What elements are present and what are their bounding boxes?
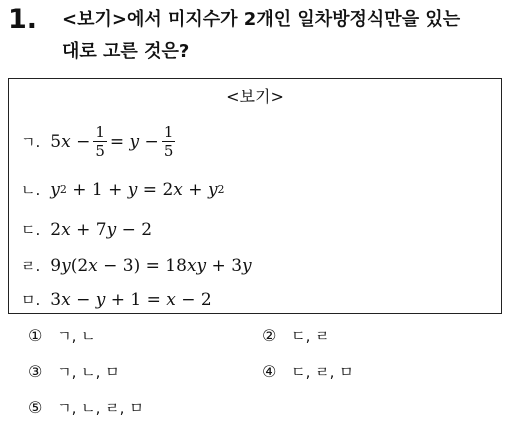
bogi-title: <보기> xyxy=(226,87,284,106)
bogi-item-digeut xyxy=(21,219,152,240)
bogi-item-label: ㄱ. xyxy=(21,133,41,151)
choice-mark: ④ xyxy=(262,362,277,381)
choice-2[interactable] xyxy=(262,326,330,346)
choice-5[interactable] xyxy=(28,398,144,418)
bogi-box xyxy=(8,78,502,314)
choice-3[interactable] xyxy=(28,362,120,382)
question-text-line-1: <보기>에서 미지수가 2개인 일차방정식만을 있는 xyxy=(62,9,461,30)
bogi-item-label: ㅁ. xyxy=(21,291,41,309)
bogi-item-equation: 2 x + 7 y − 2 xyxy=(50,219,153,240)
choice-mark: ② xyxy=(262,326,277,345)
bogi-item-label: ㄹ. xyxy=(21,257,41,275)
question-number: 1. xyxy=(8,4,38,35)
choice-text: ㄷ, ㄹ xyxy=(291,327,330,345)
choice-mark: ⑤ xyxy=(28,398,43,417)
bogi-item-giyeok xyxy=(21,123,178,160)
choice-mark: ① xyxy=(28,326,43,345)
choice-4[interactable] xyxy=(262,362,354,382)
bogi-item-equation: 9 y (2 x − 3) = 18 xy + 3 y xyxy=(50,255,252,276)
bogi-item-rieul xyxy=(21,255,252,276)
choice-text: ㄱ, ㄴ, ㄹ, ㅁ xyxy=(57,399,144,417)
bogi-item-nieun xyxy=(21,179,225,200)
bogi-item-mieum xyxy=(21,289,212,310)
choice-text: ㄱ, ㄴ xyxy=(57,327,96,345)
choice-text: ㄷ, ㄹ, ㅁ xyxy=(291,363,354,381)
bogi-item-equation: y 2 + 1 + y = 2 x + y 2 xyxy=(50,179,225,200)
choice-text: ㄱ, ㄴ, ㅁ xyxy=(57,363,120,381)
bogi-item-equation: 5 x − $\frac{1}{5}$ = y − $\frac{1}{5}$ xyxy=(50,123,174,160)
bogi-item-label: ㄷ. xyxy=(21,221,41,239)
choice-mark: ③ xyxy=(28,362,43,381)
bogi-item-equation: 3 x − y + 1 = x − 2 xyxy=(50,289,212,310)
question-text-line-2: 대로 고른 것은? xyxy=(62,41,190,62)
choice-1[interactable] xyxy=(28,326,96,346)
bogi-item-label: ㄴ. xyxy=(21,181,41,199)
